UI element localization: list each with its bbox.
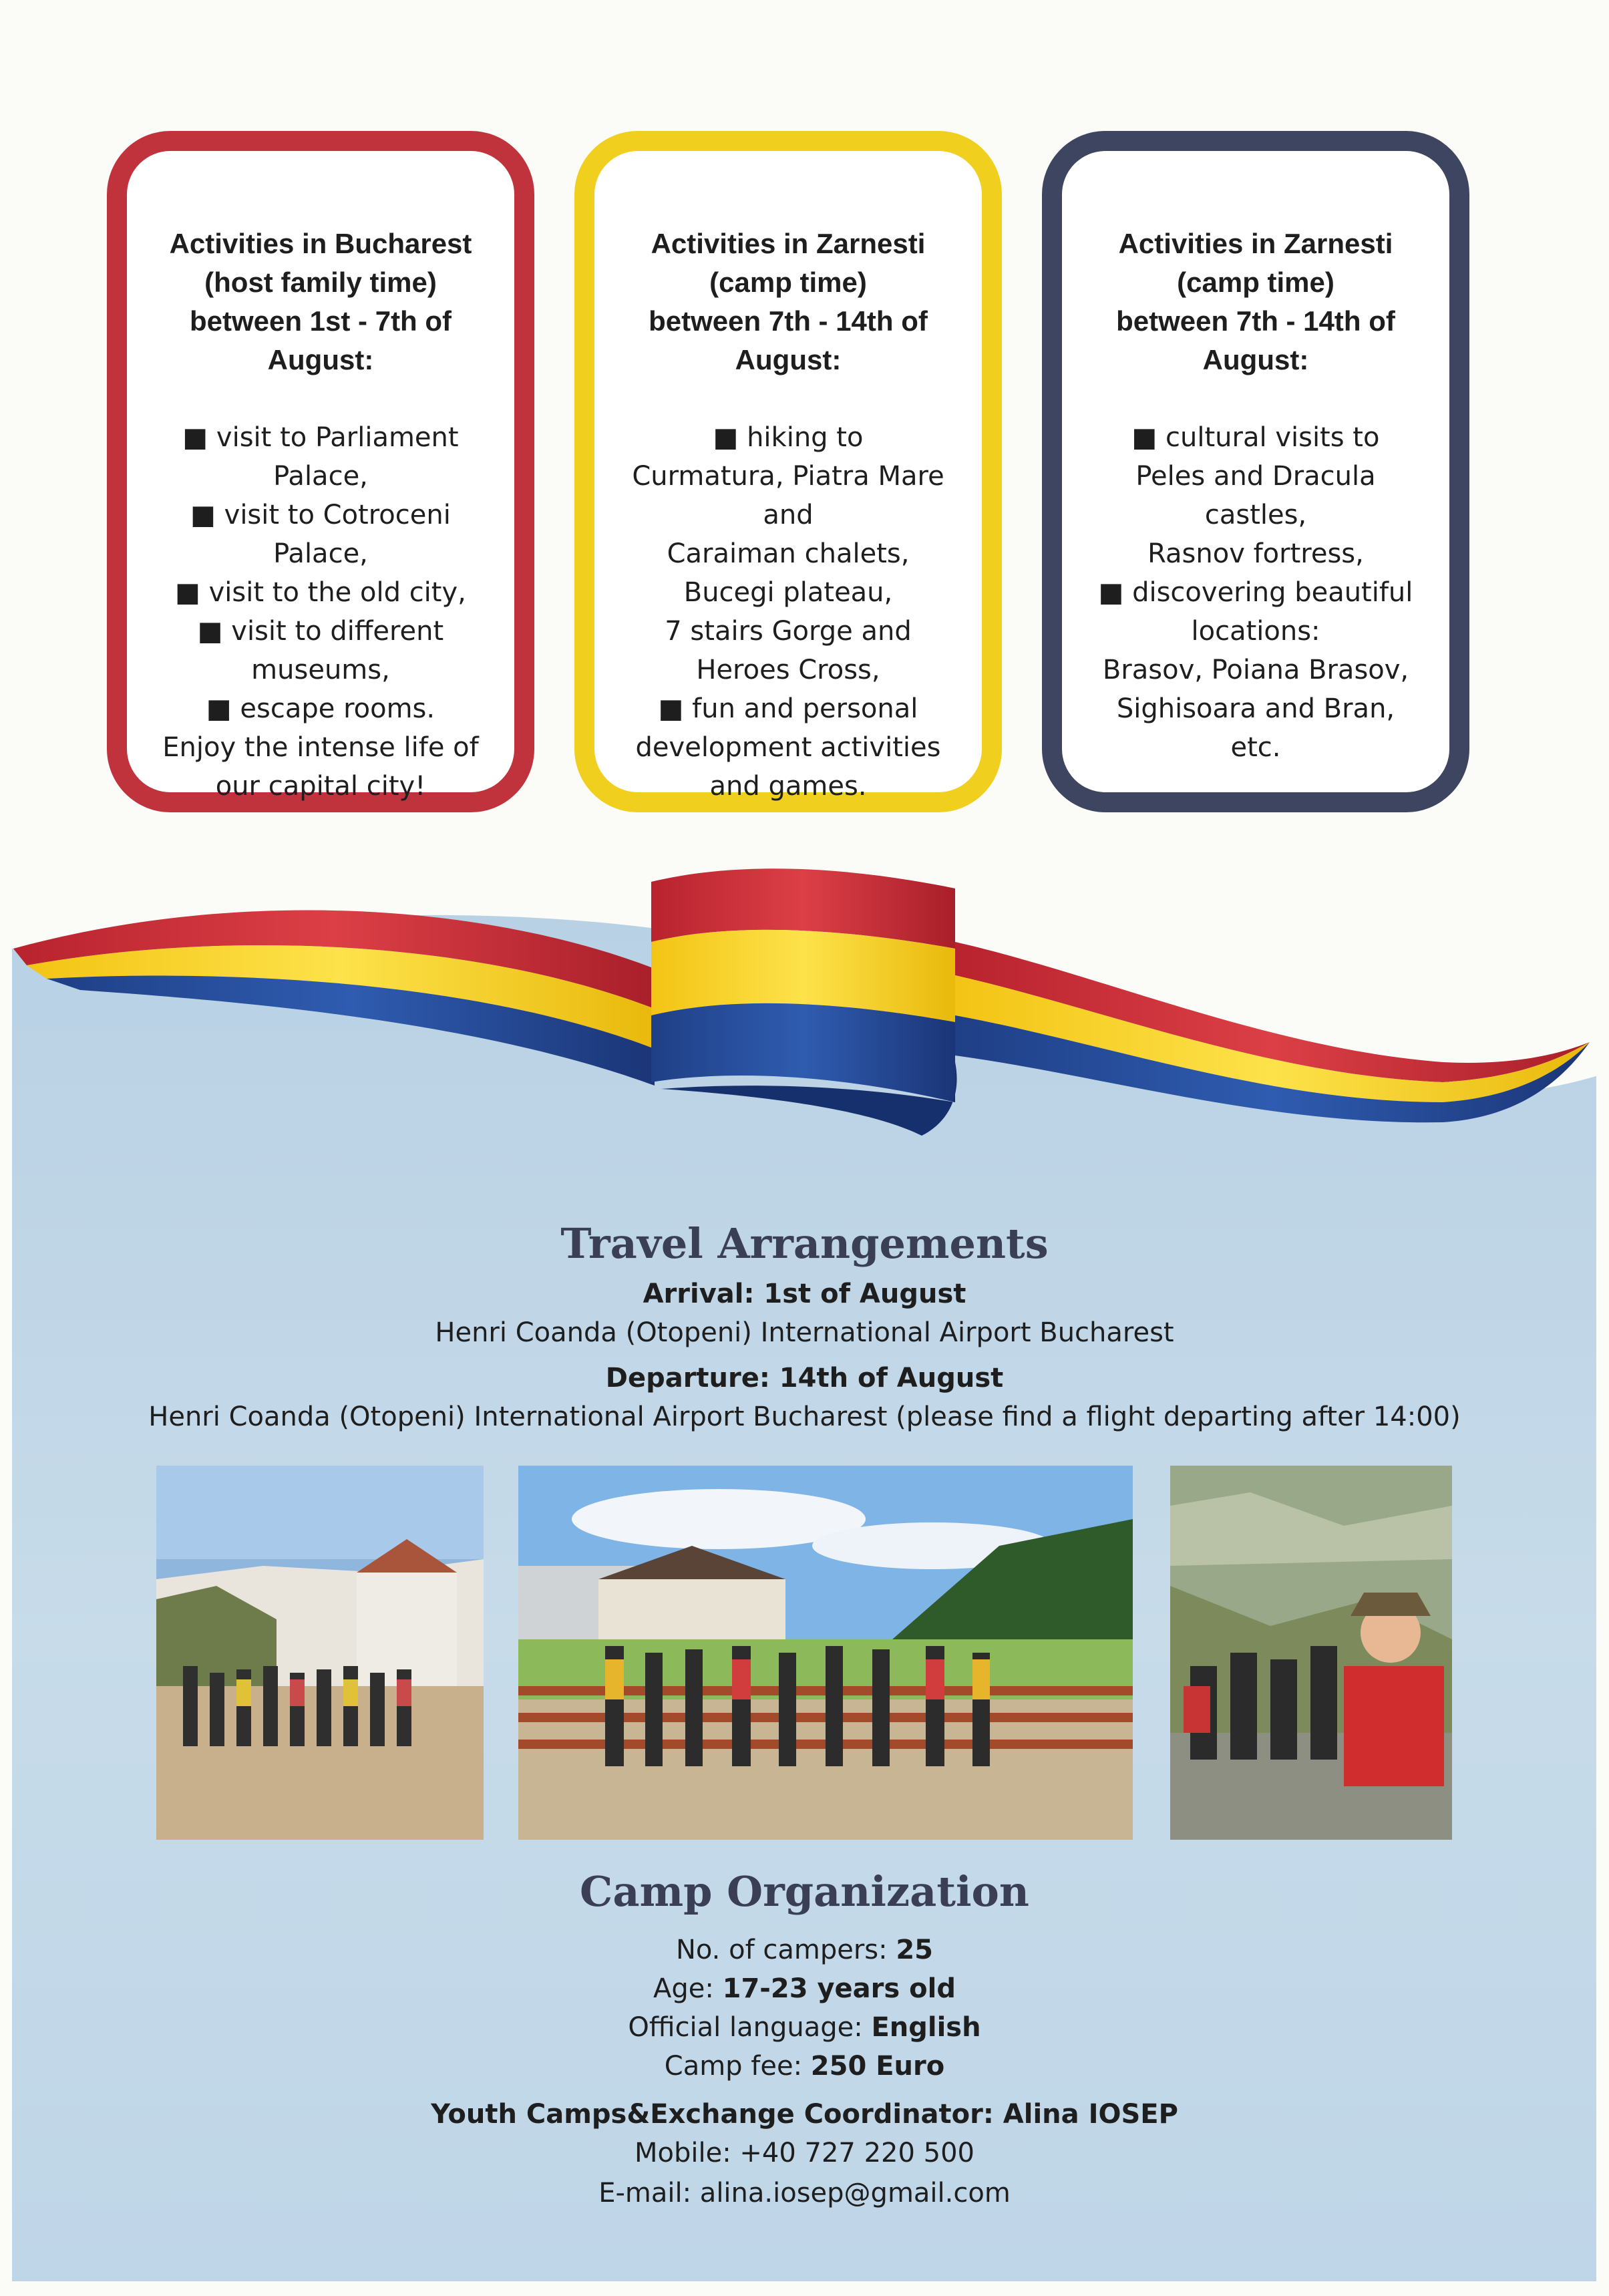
list-item: Enjoy the intense life of xyxy=(162,732,479,763)
photo-fortress-group xyxy=(156,1466,484,1840)
card-title-line: between 7th - 14th of xyxy=(1116,305,1395,337)
card-title xyxy=(618,224,958,379)
card-activity-list xyxy=(151,418,490,806)
romanian-flag-ribbon-icon xyxy=(0,842,1609,1189)
card-title-line: Activities in Zarnesti xyxy=(651,228,926,259)
card-title-line: August: xyxy=(735,344,842,375)
travel-heading: Travel Arrangements xyxy=(560,1219,1049,1268)
list-item: museums, xyxy=(251,655,390,685)
campers-label: No. of campers: xyxy=(675,1935,896,1965)
list-item: Caraiman chalets, xyxy=(667,538,910,569)
card-title-line: between 7th - 14th of xyxy=(649,305,928,337)
fee-line xyxy=(0,2047,1609,2086)
card-title xyxy=(1086,224,1425,379)
card-title-line: (camp time) xyxy=(709,267,867,298)
departure-place: Henri Coanda (Otopeni) International Airport Bucharest (please find a flight departing after 14:00) xyxy=(148,1402,1461,1432)
list-item: Heroes Cross, xyxy=(696,655,880,685)
list-item: ■ visit to the old city, xyxy=(175,577,466,608)
activity-card-zarnesti-cultural xyxy=(1042,131,1469,812)
fee-value: 250 Euro xyxy=(810,2051,945,2082)
card-title-line: (host family time) xyxy=(204,267,437,298)
card-title-line: Activities in Zarnesti xyxy=(1118,228,1393,259)
list-item: locations: xyxy=(1191,616,1320,647)
card-title xyxy=(151,224,490,379)
language-value: English xyxy=(871,2012,981,2043)
coordinator-line: Youth Camps&Exchange Coordinator: Alina IOSEP xyxy=(431,2099,1178,2130)
list-item: Palace, xyxy=(273,461,368,492)
card-title-line: between 1st - 7th of xyxy=(189,305,452,337)
list-item: Rasnov fortress, xyxy=(1147,538,1364,569)
card-title-line: (camp time) xyxy=(1177,267,1334,298)
departure-label: Departure: 14th of August xyxy=(605,1363,1004,1393)
age-label: Age: xyxy=(653,1973,723,2004)
photo-hikers-rocks xyxy=(1170,1466,1452,1840)
card-activity-list xyxy=(618,418,958,806)
list-item: ■ hiking to xyxy=(713,422,864,453)
camp-heading: Camp Organization xyxy=(580,1867,1029,1916)
list-item: ■ cultural visits to xyxy=(1131,422,1380,453)
mobile-line: Mobile: +40 727 220 500 xyxy=(634,2138,974,2168)
arrival-label: Arrival: 1st of August xyxy=(643,1279,966,1309)
email-line: E-mail: alina.iosep@gmail.com xyxy=(598,2178,1011,2208)
fee-label: Camp fee: xyxy=(664,2051,811,2082)
list-item: ■ visit to different xyxy=(197,616,444,647)
list-item: Sighisoara and Bran, xyxy=(1116,693,1395,724)
language-label: Official language: xyxy=(628,2012,872,2043)
list-item: etc. xyxy=(1230,732,1281,763)
list-item: ■ visit to Parliament xyxy=(182,422,459,453)
card-title-line: August: xyxy=(267,344,374,375)
list-item: 7 stairs Gorge and xyxy=(665,616,912,647)
list-item: Peles and Dracula castles, xyxy=(1135,461,1376,530)
list-item: ■ escape rooms. xyxy=(206,693,435,724)
card-activity-list xyxy=(1086,418,1425,767)
list-item: ■ visit to Cotroceni Palace, xyxy=(190,500,451,569)
list-item: ■ discovering beautiful xyxy=(1098,577,1413,608)
list-item: our capital city! xyxy=(215,771,426,802)
list-item: Bucegi plateau, xyxy=(683,577,893,608)
card-title-line: August: xyxy=(1202,344,1309,375)
list-item: and games. xyxy=(709,771,867,802)
list-item: ■ fun and personal xyxy=(658,693,918,724)
photo-camp-group xyxy=(518,1466,1133,1840)
language-line xyxy=(0,2008,1609,2047)
card-title-line: Activities in Bucharest xyxy=(169,228,472,259)
activity-card-bucharest xyxy=(107,131,534,812)
age-line xyxy=(0,1969,1609,2008)
list-item: Curmatura, Piatra Mare and xyxy=(632,461,944,530)
age-value: 17-23 years old xyxy=(722,1973,956,2004)
activity-card-zarnesti-hiking xyxy=(574,131,1002,812)
list-item: Brasov, Poiana Brasov, xyxy=(1102,655,1409,685)
list-item: development activities xyxy=(635,732,941,763)
campers-value: 25 xyxy=(896,1935,933,1965)
campers-line xyxy=(0,1931,1609,1969)
arrival-place: Henri Coanda (Otopeni) International Airport Bucharest xyxy=(435,1317,1174,1348)
